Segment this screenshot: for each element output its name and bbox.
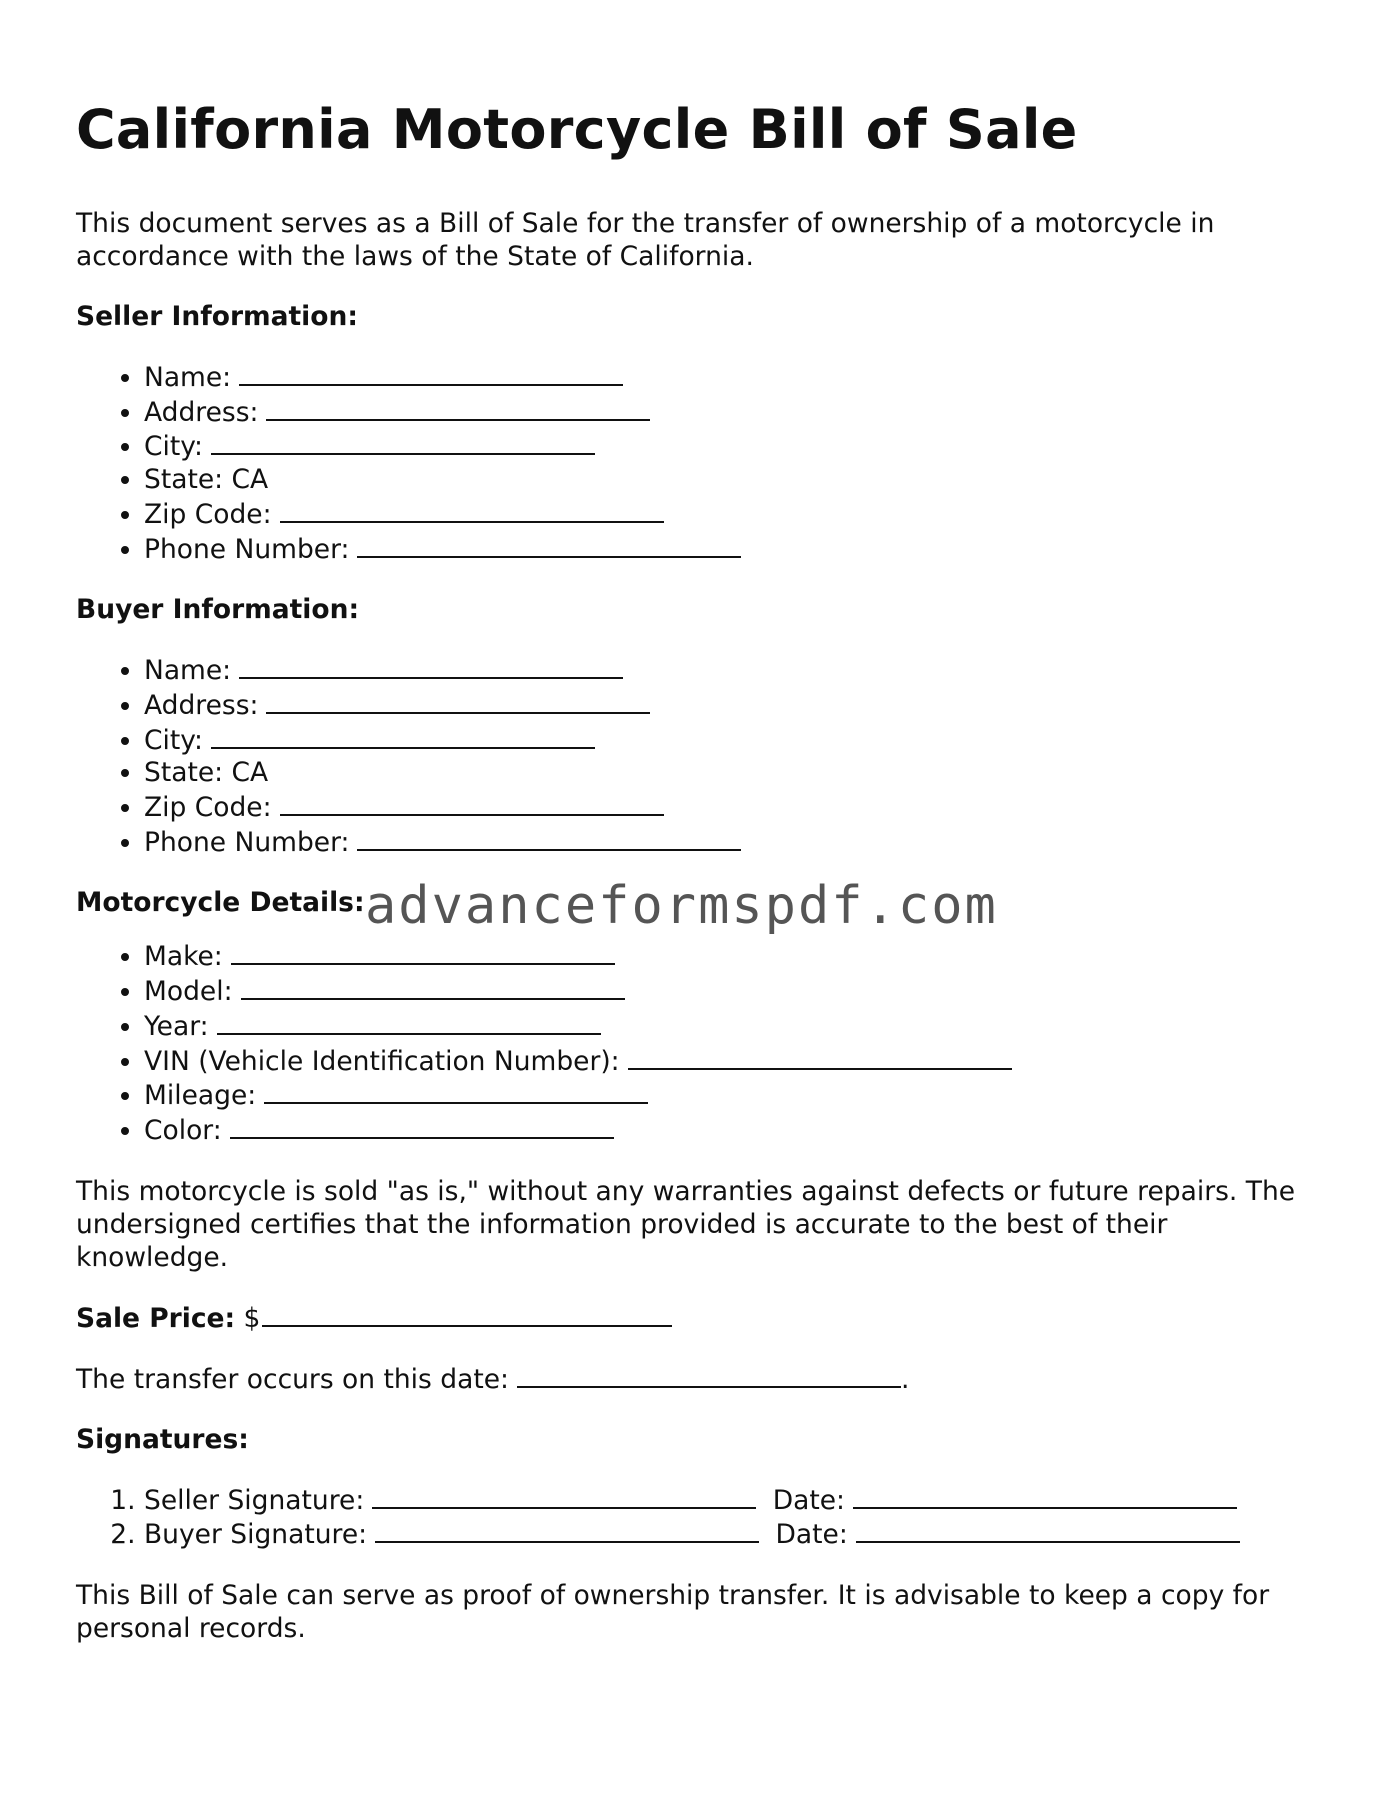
as-is-paragraph: This motorcycle is sold "as is," without any warranties against defects or future repairs. The undersigned certifies that the information provided is accurate to the best of their knowledge.: [76, 1175, 1296, 1273]
seller-signature-item: [144, 1483, 1326, 1518]
buyer-list: [76, 653, 1326, 859]
buyer-signature-label: Buyer Signature:: [144, 1519, 368, 1551]
buyer-zip-label: Zip Code:: [144, 792, 272, 824]
motorcycle-mileage-field[interactable]: [264, 1078, 648, 1104]
motorcycle-color-item: [144, 1113, 1326, 1148]
buyer-phone-item: [144, 825, 1326, 860]
buyer-phone-label: Phone Number:: [144, 826, 350, 858]
motorcycle-vin-label: VIN (Vehicle Identification Number):: [144, 1045, 620, 1077]
motorcycle-year-item: [144, 1009, 1326, 1044]
transfer-date-field[interactable]: [517, 1362, 901, 1388]
seller-address-label: Address:: [144, 396, 259, 428]
seller-phone-field[interactable]: [357, 532, 741, 558]
signatures-list: [76, 1483, 1326, 1552]
transfer-date-label: The transfer occurs on this date:: [76, 1363, 509, 1395]
buyer-city-item: [144, 723, 1326, 758]
sale-price-field[interactable]: [262, 1301, 672, 1327]
buyer-zip-field[interactable]: [280, 790, 664, 816]
seller-name-item: [144, 360, 1326, 395]
intro-paragraph: This document serves as a Bill of Sale for the transfer of ownership of a motorcycle in accordance with the laws of the State of California.: [76, 208, 1215, 272]
seller-address-field[interactable]: [266, 395, 650, 421]
motorcycle-make-field[interactable]: [231, 939, 615, 965]
document-title: California Motorcycle Bill of Sale: [76, 98, 1078, 161]
motorcycle-color-label: Color:: [144, 1114, 222, 1146]
buyer-phone-field[interactable]: [357, 825, 741, 851]
seller-city-item: [144, 429, 1326, 464]
seller-state-item: [144, 464, 1326, 497]
seller-phone-label: Phone Number:: [144, 533, 350, 565]
transfer-date-line: [76, 1362, 1326, 1396]
motorcycle-vin-item: [144, 1044, 1326, 1079]
sale-price-label: Sale Price:: [76, 1302, 236, 1334]
buyer-state-item: [144, 757, 1326, 790]
motorcycle-year-label: Year:: [144, 1010, 209, 1042]
seller-date-label: Date:: [772, 1484, 845, 1516]
buyer-address-label: Address:: [144, 689, 259, 721]
transfer-date-end: .: [900, 1363, 910, 1395]
motorcycle-model-label: Model:: [144, 976, 233, 1008]
motorcycle-model-field[interactable]: [241, 974, 625, 1000]
buyer-date-label: Date:: [775, 1519, 848, 1551]
seller-name-field[interactable]: [239, 360, 623, 386]
buyer-city-field[interactable]: [211, 723, 595, 749]
seller-zip-field[interactable]: [280, 497, 664, 523]
buyer-zip-item: [144, 790, 1326, 825]
seller-zip-item: [144, 497, 1326, 532]
motorcycle-year-field[interactable]: [217, 1009, 601, 1035]
sale-price-currency: $: [243, 1302, 261, 1334]
seller-city-label: City:: [144, 431, 203, 463]
buyer-date-field[interactable]: [856, 1517, 1240, 1543]
motorcycle-make-item: [144, 939, 1326, 974]
motorcycle-model-item: [144, 974, 1326, 1009]
seller-zip-label: Zip Code:: [144, 498, 272, 530]
buyer-name-item: [144, 653, 1326, 688]
document-page: [76, 95, 1326, 1645]
sale-price-line: [76, 1301, 1326, 1335]
buyer-name-field[interactable]: [239, 653, 623, 679]
seller-list: [76, 360, 1326, 566]
buyer-signature-item: [144, 1517, 1326, 1552]
buyer-address-field[interactable]: [266, 688, 650, 714]
buyer-city-label: City:: [144, 724, 203, 756]
seller-state-label: State: CA: [144, 464, 269, 496]
seller-signature-field[interactable]: [372, 1483, 756, 1509]
motorcycle-make-label: Make:: [144, 941, 223, 973]
seller-signature-label: Seller Signature:: [144, 1484, 365, 1516]
buyer-heading: Buyer Information:: [76, 594, 360, 626]
signatures-heading: Signatures:: [76, 1423, 249, 1455]
motorcycle-vin-field[interactable]: [628, 1044, 1012, 1070]
motorcycle-list: [76, 939, 1326, 1147]
seller-address-item: [144, 395, 1326, 430]
seller-name-label: Name:: [144, 362, 232, 393]
motorcycle-mileage-label: Mileage:: [144, 1080, 257, 1112]
closing-paragraph: This Bill of Sale can serve as proof of ownership transfer. It is advisable to keep a copy for personal records.: [76, 1580, 1270, 1645]
buyer-signature-field[interactable]: [375, 1517, 759, 1543]
buyer-name-label: Name:: [144, 655, 232, 687]
motorcycle-heading: Motorcycle Details:: [76, 887, 365, 919]
watermark-text: advanceformspdf.com: [365, 876, 998, 936]
motorcycle-mileage-item: [144, 1078, 1326, 1113]
seller-date-field[interactable]: [853, 1483, 1237, 1509]
buyer-state-label: State: CA: [144, 757, 269, 789]
seller-phone-item: [144, 532, 1326, 567]
motorcycle-color-field[interactable]: [230, 1113, 614, 1139]
seller-city-field[interactable]: [211, 429, 595, 455]
seller-heading: Seller Information:: [76, 301, 358, 332]
buyer-address-item: [144, 688, 1326, 723]
